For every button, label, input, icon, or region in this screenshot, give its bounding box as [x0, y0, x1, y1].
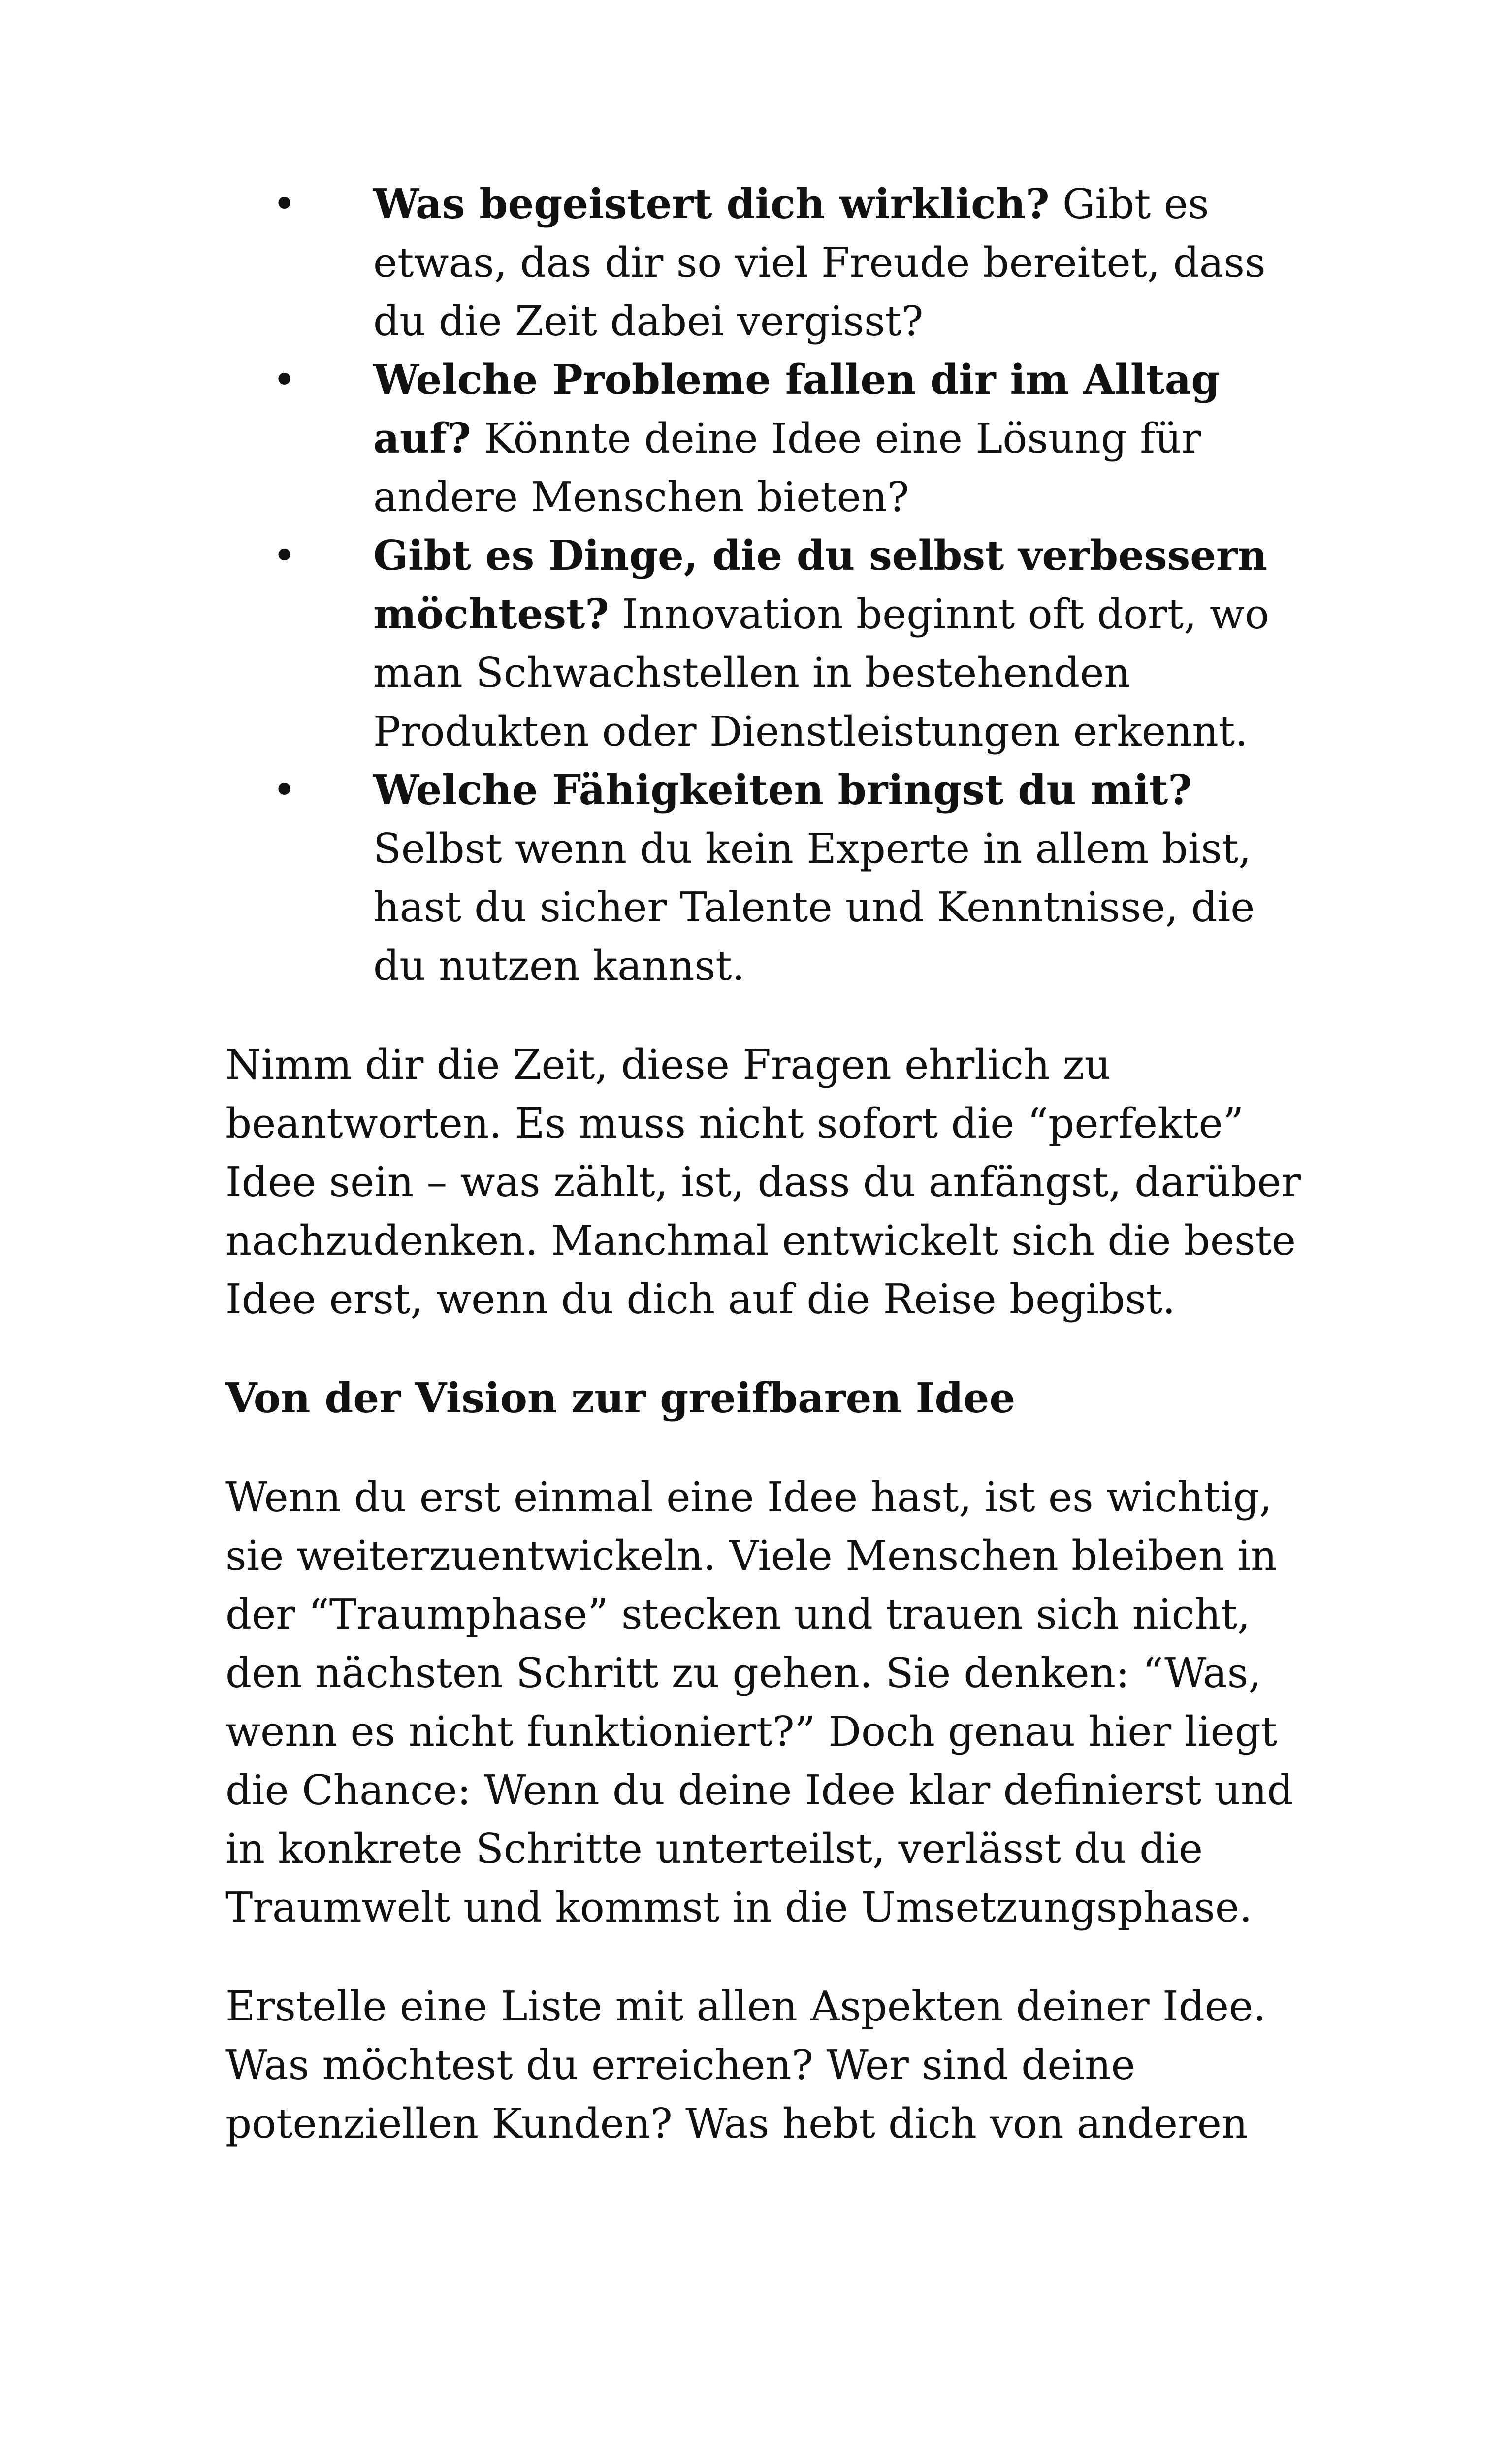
list-item-text [373, 351, 1309, 526]
page-content [225, 175, 1309, 2153]
paragraph-list: Erstelle eine Liste mit allen Aspekten deiner Idee. Was möchtest du erreichen? Wer sind deine potenziellen Kunden? Was hebt dich von anderen [225, 1983, 1266, 2148]
bullet-icon: • [272, 180, 296, 228]
list-item-detail: Selbst wenn du kein Experte in allem bist, hast du sicher Talente und Kenntnisse, die du nutzen kannst. [373, 825, 1255, 990]
list-item-detail: Gibt es etwas, das dir so viel Freude bereitet, dass du die Zeit dabei vergisst? [373, 180, 1266, 345]
list-item-text [373, 175, 1309, 351]
section-heading: Von der Vision zur greifbaren Idee [225, 1374, 1016, 1422]
bullet-icon: • [272, 766, 296, 814]
list-item-text [373, 526, 1309, 761]
paragraph-vision: Wenn du erst einmal eine Idee hast, ist es wichtig, sie weiterzuentwickeln. Viele Menschen bleiben in der “Traumphase” stecken und trauen sich nicht, den nächsten Schritt zu gehen. Sie denken: “Was, wenn es nicht funktioniert?” Doch genau hier liegt die Chance: Wenn du deine Idee klar definierst und in konkrete Schritte unterteilst, verlässt du die Traumwelt und kommst in die Umsetzungsphase. [225, 1473, 1293, 1931]
list-item-question: Welche Probleme fallen dir im Alltag auf? [373, 356, 1220, 462]
list-item [225, 175, 1309, 351]
list-item-question: Welche Fähigkeiten bringst du mit? [373, 766, 1192, 814]
question-list [225, 175, 1309, 995]
list-item-detail: Könnte deine Idee eine Lösung für andere Menschen bieten? [373, 415, 1201, 521]
list-item [225, 351, 1309, 526]
list-item-text [373, 761, 1309, 995]
list-item-question: Gibt es Dinge, die du selbst verbessern möchtest? [373, 531, 1268, 638]
bullet-icon: • [272, 356, 296, 404]
paragraph-reflection: Nimm dir die Zeit, diese Fragen ehrlich zu beantworten. Es muss nicht sofort die “perfekte” Idee sein – was zählt, ist, dass du anfängst, darüber nachzudenken. Manchmal entwickelt sich die beste Idee erst, wenn du dich auf die Reise begibst. [225, 1041, 1301, 1323]
list-item [225, 526, 1309, 761]
list-item-detail: Innovation beginnt oft dort, wo man Schwachstellen in bestehenden Produkten oder Dienstleistungen erkennt. [373, 590, 1269, 755]
bullet-icon: • [272, 532, 296, 580]
list-item-question: Was begeistert dich wirklich? [373, 180, 1050, 228]
list-item [225, 761, 1309, 995]
